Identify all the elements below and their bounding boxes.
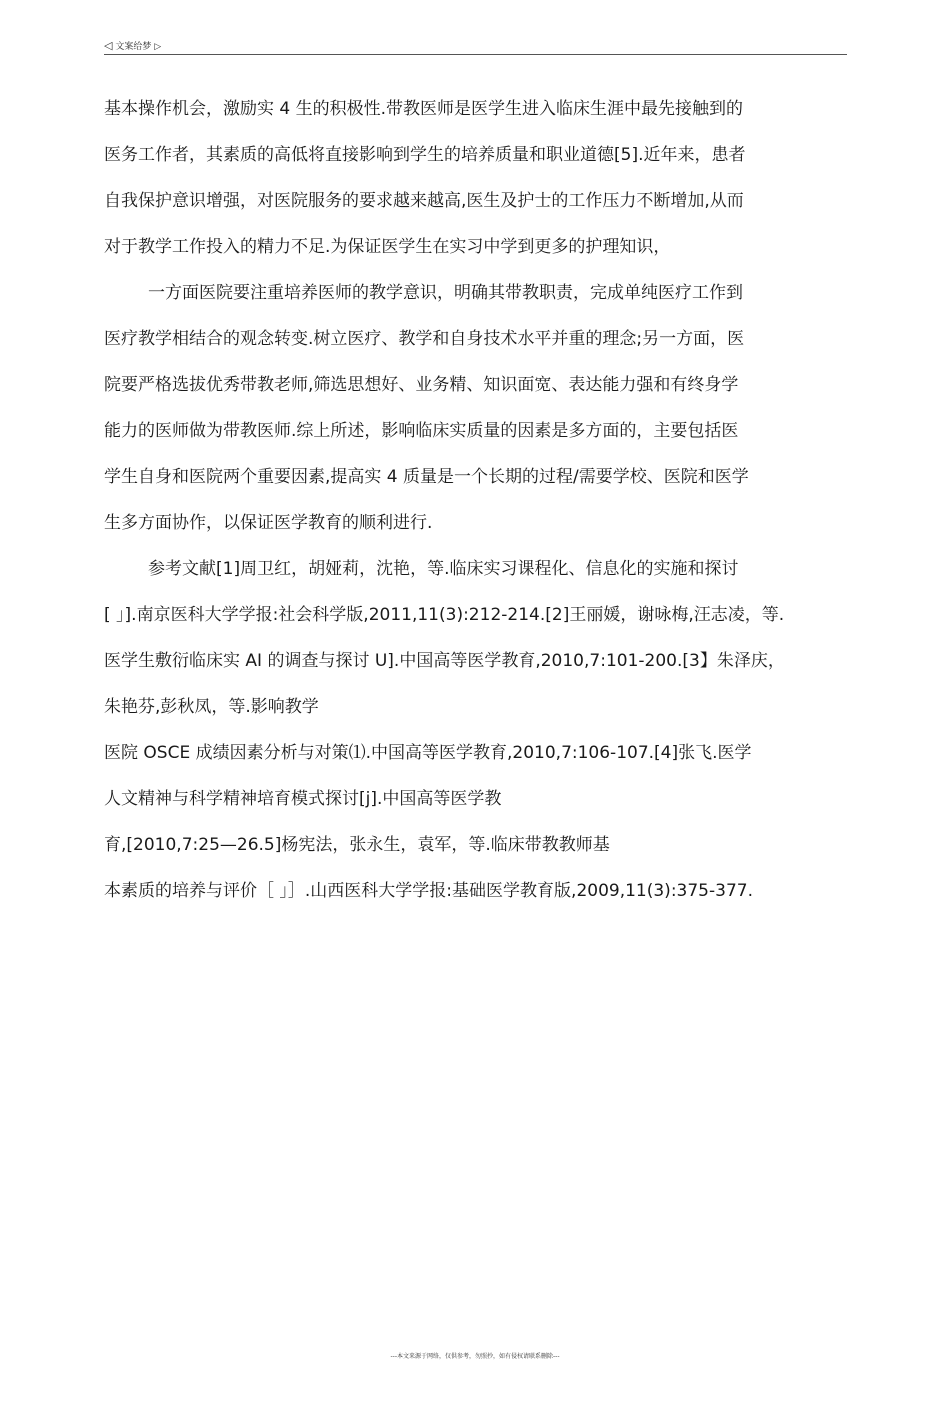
references-line: 医院 OSCE 成绩因素分析与对策⑴.中国高等医学教育,2010,7:106-107.[4]张飞.医学 — [104, 743, 752, 763]
document-body — [104, 91, 854, 919]
page-header — [104, 38, 847, 55]
paragraph-line: 能力的医师做为带教医师.综上所述，影响临床实质量的因素是多方面的，主要包括医 — [104, 421, 739, 441]
paragraph-line: 一方面医院要注重培养医师的教学意识，明确其带教职责，完成单纯医疗工作到 — [148, 283, 743, 303]
paragraph-line: 对于教学工作投入的精力不足.为保证医学生在实习中学到更多的护理知识， — [104, 237, 671, 257]
header-logo — [104, 39, 161, 52]
references-line: 育,[2010,7:25—26.5]杨宪法，张永生，袁军，等.临床带教教师基 — [104, 835, 610, 855]
header-label: 文案给梦 — [115, 42, 152, 52]
references-line: 朱艳芬,彭秋凤，等.影响教学 — [104, 697, 319, 717]
right-arrow-icon: ▷ — [154, 42, 162, 52]
paragraph-line: 学生自身和医院两个重要因素,提高实 4 质量是一个长期的过程/需要学校、医院和医学 — [104, 467, 749, 487]
paragraph-line: 基本操作机会，激励实 4 生的积极性.带教医师是医学生进入临床生涯中最先接触到的 — [104, 99, 744, 119]
paragraph-line: 自我保护意识增强，对医院服务的要求越来越高,医生及护士的工作压力不断增加,从而 — [104, 191, 744, 211]
references-line: 人文精神与科学精神培育模式探讨[j].中国高等医学教 — [104, 789, 502, 809]
page-footer: ---本文来源于网络，仅供参考，勿照抄，如有侵权请联系删除--- — [390, 1353, 560, 1360]
references-line: 参考文献[1]周卫红，胡娅莉，沈艳，等.临床实习课程化、信息化的实施和探讨 — [148, 559, 739, 579]
paragraph-line: 院要严格选拔优秀带教老师,筛选思想好、业务精、知识面宽、表达能力强和有终身学 — [104, 375, 739, 395]
references-line: [ 」].南京医科大学学报:社会科学版,2011,11(3):212-214.[2]王丽媛，谢咏梅,汪志凌，等. — [104, 605, 785, 625]
references-line: 医学生敷衍临床实 AI 的调查与探讨 U].中国高等医学教育,2010,7:101-200.[3】朱泽庆， — [104, 651, 785, 671]
left-arrow-icon: ◁ — [104, 39, 113, 52]
references-line: 本素质的培养与评价［ 」］.山西医科大学学报:基础医学教育版,2009,11(3):375-377. — [104, 881, 753, 901]
paragraph-line: 医务工作者，其素质的高低将直接影响到学生的培养质量和职业道德[5].近年来，患者 — [104, 145, 746, 165]
paragraph-line: 医疗教学相结合的观念转变.树立医疗、教学和自身技术水平并重的理念;另一方面，医 — [104, 329, 745, 349]
paragraph-line: 生多方面协作，以保证医学教育的顺利进行. — [104, 513, 433, 533]
